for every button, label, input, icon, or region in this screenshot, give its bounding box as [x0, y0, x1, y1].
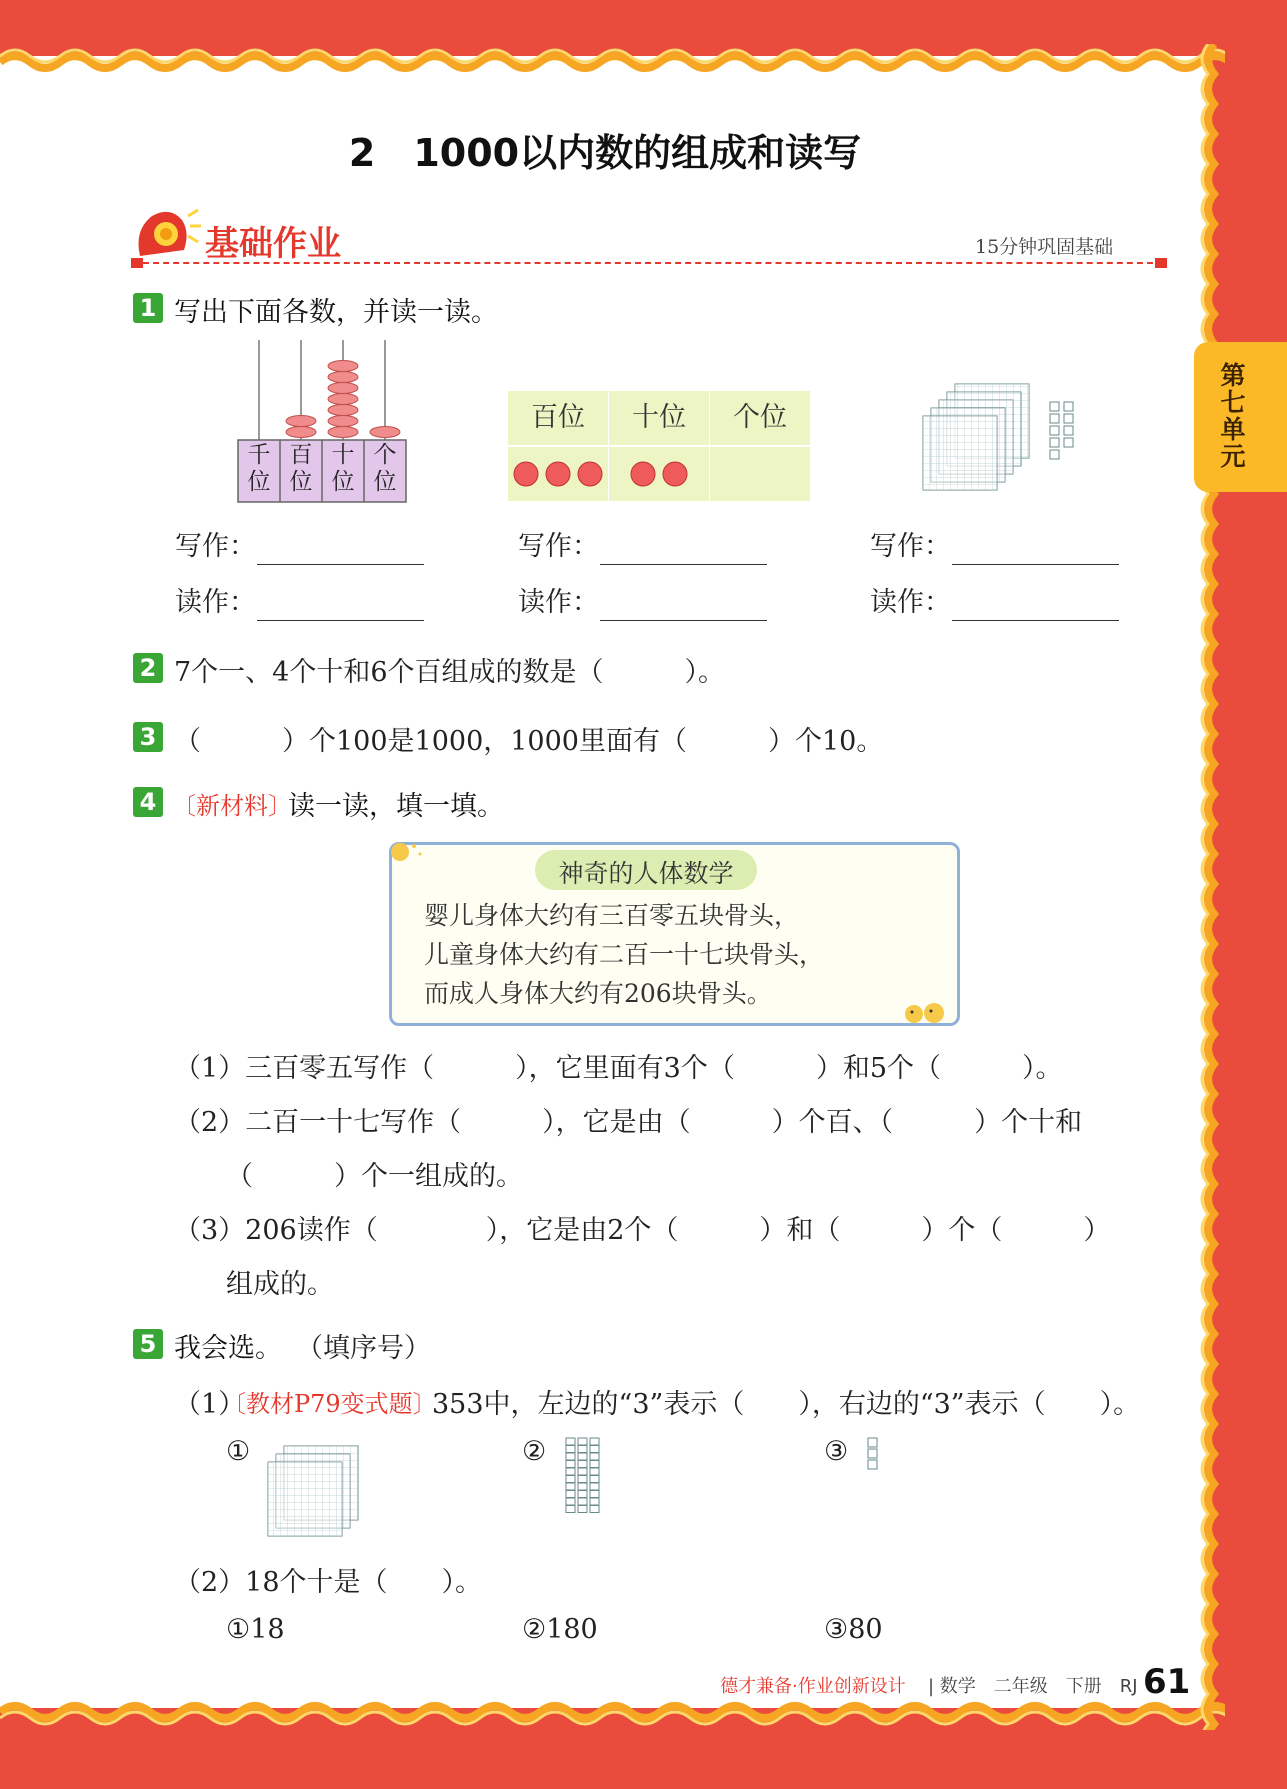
place-header-ones: 个位: [709, 390, 811, 446]
one-cube: [1064, 414, 1073, 423]
hundred-flat-shade: [923, 416, 997, 490]
divider-end-left: [131, 258, 143, 268]
abacus-bead: [328, 416, 358, 427]
question-note: （填序号）: [296, 1333, 431, 1364]
ten-rod-cell: [578, 1476, 587, 1483]
reading-line-3: 而成人身体大约有206块骨头。: [424, 979, 772, 1008]
question-number: 1: [133, 293, 163, 323]
question-number: 4: [133, 787, 163, 817]
ten-rod-cell: [590, 1491, 599, 1498]
page-title: 2 1000以内数的组成和读写: [348, 131, 862, 175]
section-title: 基础作业: [205, 224, 341, 264]
abacus-bead: [328, 427, 358, 438]
footer-info: | 数学 二年级 下册 RJ: [928, 1676, 1138, 1697]
one-cube: [1050, 426, 1059, 435]
unit-side-tab-label: 第七单元: [1217, 362, 1246, 470]
ten-rod-cell: [566, 1506, 575, 1513]
write-blank-1[interactable]: [257, 564, 424, 565]
write-label-3: 写作：: [870, 531, 951, 562]
sub-question-1: 353中，左边的“3”表示（ ），右边的“3”表示（ ）。: [432, 1389, 1141, 1420]
ten-rod-cell: [578, 1446, 587, 1453]
abacus-bead: [370, 427, 400, 438]
read-blank-1[interactable]: [257, 620, 424, 621]
hundreds-blocks-option[interactable]: [266, 1432, 376, 1540]
ten-rod-cell: [590, 1453, 599, 1460]
abacus-bead: [286, 416, 316, 427]
ten-rod-cell: [566, 1438, 575, 1445]
read-blank-2[interactable]: [600, 620, 767, 621]
section-subtitle: 15分钟巩固基础: [975, 236, 1114, 258]
ten-rod-cell: [590, 1461, 599, 1468]
write-label-1: 写作：: [175, 531, 256, 562]
one-cube: [868, 1438, 877, 1447]
ten-rod-cell: [590, 1483, 599, 1490]
question-text: 7个一、4个十和6个百组成的数是（ ）。: [174, 657, 726, 688]
sub-question-1: （1）三百零五写作（ ），它里面有3个（ ）和5个（ ）。: [174, 1053, 1063, 1084]
abacus-label-thousands: 千位: [247, 442, 271, 495]
write-blank-3[interactable]: [952, 564, 1119, 565]
ten-rod-cell: [566, 1461, 575, 1468]
star-decoration-icon: [388, 840, 424, 864]
page-number: 61: [1143, 1662, 1191, 1702]
base-ten-blocks-figure: [915, 372, 1085, 500]
one-cube: [1050, 438, 1059, 447]
ten-rod-cell: [578, 1453, 587, 1460]
question-text: 写出下面各数，并读一读。: [174, 297, 498, 328]
textbook-tag: 〔教材P79变式题〕: [222, 1390, 437, 1418]
question-text: （ ）个100是1000，1000里面有（ ）个10。: [174, 726, 884, 757]
place-cell-ones: [709, 446, 811, 502]
ten-rod-cell: [566, 1491, 575, 1498]
bell-icon: [130, 206, 202, 262]
divider-end-right: [1155, 258, 1167, 268]
one-cube: [1050, 402, 1059, 411]
abacus-bead: [286, 427, 316, 438]
ten-rod-cell: [578, 1468, 587, 1475]
reading-line-2: 儿童身体大约有二百一十七块骨头，: [424, 940, 825, 969]
counter-dot: [578, 462, 602, 486]
sub-question-2-cont: （ ）个一组成的。: [226, 1161, 523, 1192]
ten-rod-cell: [590, 1476, 599, 1483]
one-cube: [868, 1460, 877, 1469]
ten-rod-cell: [590, 1446, 599, 1453]
abacus-bead: [328, 361, 358, 372]
choice-1[interactable]: ①18: [226, 1614, 285, 1645]
one-cube: [1064, 438, 1073, 447]
one-cube: [868, 1449, 877, 1458]
sub-question-2: （2）二百一十七写作（ ），它是由（ ）个百、（ ）个十和: [174, 1107, 1083, 1138]
counter-dot: [514, 462, 538, 486]
counter-dot: [631, 462, 655, 486]
section-divider: [133, 262, 1163, 264]
abacus-label-hundreds: 百位: [289, 442, 313, 495]
ten-rod-cell: [590, 1506, 599, 1513]
chick-decoration-icon: [900, 1000, 954, 1024]
ten-rod-cell: [566, 1483, 575, 1490]
read-label-3: 读作：: [870, 587, 951, 618]
counter-dot: [663, 462, 687, 486]
ten-rod-cell: [590, 1498, 599, 1505]
ten-rod-cell: [566, 1453, 575, 1460]
reading-line-1: 婴儿身体大约有三百零五块骨头，: [424, 901, 800, 930]
sub-question-prefix: （1）: [174, 1389, 246, 1420]
option-3-label[interactable]: ③: [824, 1436, 849, 1467]
read-label-2: 读作：: [518, 587, 599, 618]
new-material-tag: 〔新材料〕: [172, 792, 292, 820]
ten-rod-cell: [578, 1506, 587, 1513]
sub-question-2: （2）18个十是（ ）。: [174, 1567, 483, 1598]
one-cube: [1064, 426, 1073, 435]
option-2-label[interactable]: ②: [522, 1436, 547, 1467]
reading-box-title: 神奇的人体数学: [558, 859, 734, 888]
ones-cubes-option[interactable]: [864, 1434, 884, 1474]
counter-dot: [546, 462, 570, 486]
sub-question-3: （3）206读作（ ），它是由2个（ ）和（ ）个（ ）: [174, 1215, 1111, 1246]
question-text: 我会选。: [174, 1333, 282, 1364]
question-text: 读一读，填一填。: [288, 791, 504, 822]
abacus-bead: [328, 372, 358, 383]
ten-rod-cell: [578, 1461, 587, 1468]
ten-rod-cell: [566, 1498, 575, 1505]
question-number: 5: [133, 1329, 163, 1359]
top-wavy-border: [0, 44, 1225, 80]
place-header-tens: 十位: [608, 390, 710, 446]
place-cell-tens: [608, 446, 710, 502]
ten-rod-cell: [578, 1438, 587, 1445]
choice-3[interactable]: ③80: [824, 1614, 883, 1645]
question-number: 3: [133, 722, 163, 752]
ten-rod-cell: [566, 1468, 575, 1475]
one-cube: [1064, 402, 1073, 411]
abacus-bead: [328, 394, 358, 405]
one-cube: [1050, 414, 1059, 423]
place-header-hundreds: 百位: [507, 390, 609, 446]
ten-rod-cell: [578, 1498, 587, 1505]
abacus-label-ones: 个位: [373, 442, 397, 495]
ten-rod-cell: [566, 1476, 575, 1483]
place-cell-hundreds: [507, 446, 609, 502]
bottom-wavy-border: [0, 1694, 1225, 1730]
ten-rod-cell: [578, 1483, 587, 1490]
choice-2[interactable]: ②180: [522, 1614, 598, 1645]
read-label-1: 读作：: [175, 587, 256, 618]
abacus-bead: [328, 383, 358, 394]
one-cube: [1050, 450, 1059, 459]
hundred-flat-shade: [268, 1462, 342, 1536]
ten-rod-cell: [590, 1468, 599, 1475]
option-1-label[interactable]: ①: [226, 1436, 251, 1467]
ten-rod-cell: [566, 1446, 575, 1453]
write-label-2: 写作：: [518, 531, 599, 562]
read-blank-3[interactable]: [952, 620, 1119, 621]
right-wavy-border: [1196, 44, 1232, 1730]
tens-rods-option[interactable]: [562, 1434, 612, 1516]
write-blank-2[interactable]: [600, 564, 767, 565]
footer-brand: 德才兼备·作业创新设计: [720, 1676, 906, 1697]
sub-question-3-cont: 组成的。: [226, 1269, 334, 1300]
ten-rod-cell: [578, 1491, 587, 1498]
abacus-bead: [328, 405, 358, 416]
ten-rod-cell: [590, 1438, 599, 1445]
question-number: 2: [133, 653, 163, 683]
abacus-label-tens: 十位: [331, 442, 355, 495]
